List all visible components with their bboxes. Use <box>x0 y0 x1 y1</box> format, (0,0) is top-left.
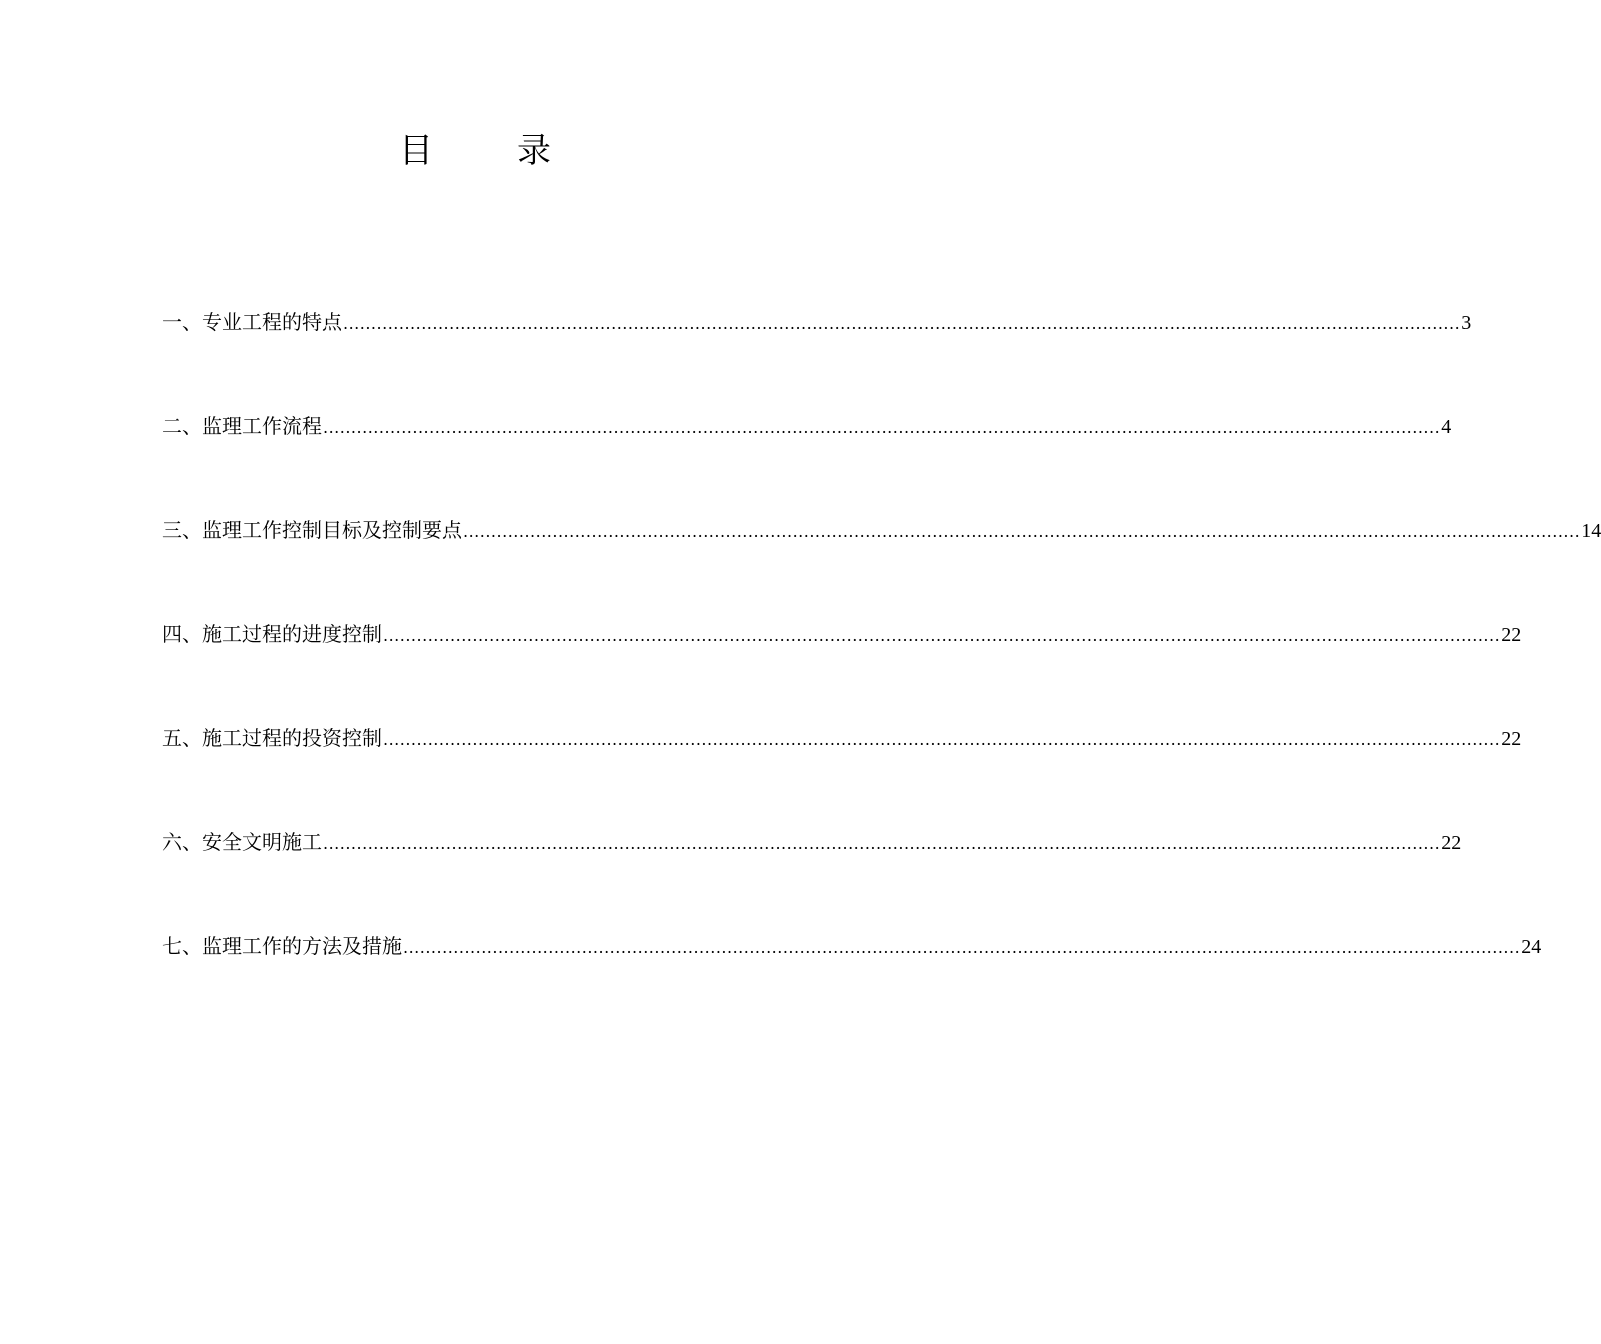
toc-page-number: 14 <box>1581 520 1601 542</box>
toc-entry-5[interactable] <box>162 716 1522 820</box>
toc-entry-2[interactable] <box>162 404 1452 508</box>
page-title <box>0 126 950 176</box>
toc-entry-text: 六、安全文明施工 <box>162 830 322 854</box>
toc-dot-leader: ........................................................................................................................................................................................................ <box>403 938 1521 957</box>
toc-entry-text: 四、施工过程的进度控制 <box>162 622 382 646</box>
toc-dot-leader: ........................................................................................................................................................................................................ <box>463 522 1581 541</box>
title-char-2: 录 <box>517 131 551 171</box>
toc-entry-4[interactable] <box>162 612 1522 716</box>
toc-page-number: 22 <box>1501 624 1522 646</box>
toc-dot-leader: ........................................................................................................................................................................................................ <box>323 834 1441 853</box>
toc-entry-1[interactable] <box>162 300 1472 404</box>
table-of-contents <box>162 300 1601 1028</box>
toc-entry-text: 七、监理工作的方法及措施 <box>162 934 402 958</box>
toc-page-number: 3 <box>1461 312 1472 334</box>
toc-page-number: 22 <box>1501 728 1522 750</box>
toc-page-number: 24 <box>1521 936 1542 958</box>
title-char-1: 目 <box>399 131 433 171</box>
toc-entry-text: 一、专业工程的特点 <box>162 310 342 334</box>
toc-dot-leader: ........................................................................................................................................................................................................ <box>343 314 1461 333</box>
toc-entry-text: 三、监理工作控制目标及控制要点 <box>162 518 462 542</box>
toc-entry-text: 五、施工过程的投资控制 <box>162 726 382 750</box>
toc-page-number: 22 <box>1441 832 1462 854</box>
toc-dot-leader: ........................................................................................................................................................................................................ <box>383 626 1501 645</box>
toc-entry-3[interactable] <box>162 508 1601 612</box>
toc-dot-leader: ........................................................................................................................................................................................................ <box>323 418 1441 437</box>
toc-entry-6[interactable] <box>162 820 1462 924</box>
toc-entry-text: 二、监理工作流程 <box>162 414 322 438</box>
toc-page-number: 4 <box>1441 416 1452 438</box>
toc-entry-7[interactable] <box>162 924 1542 1028</box>
toc-dot-leader: ........................................................................................................................................................................................................ <box>383 730 1501 749</box>
